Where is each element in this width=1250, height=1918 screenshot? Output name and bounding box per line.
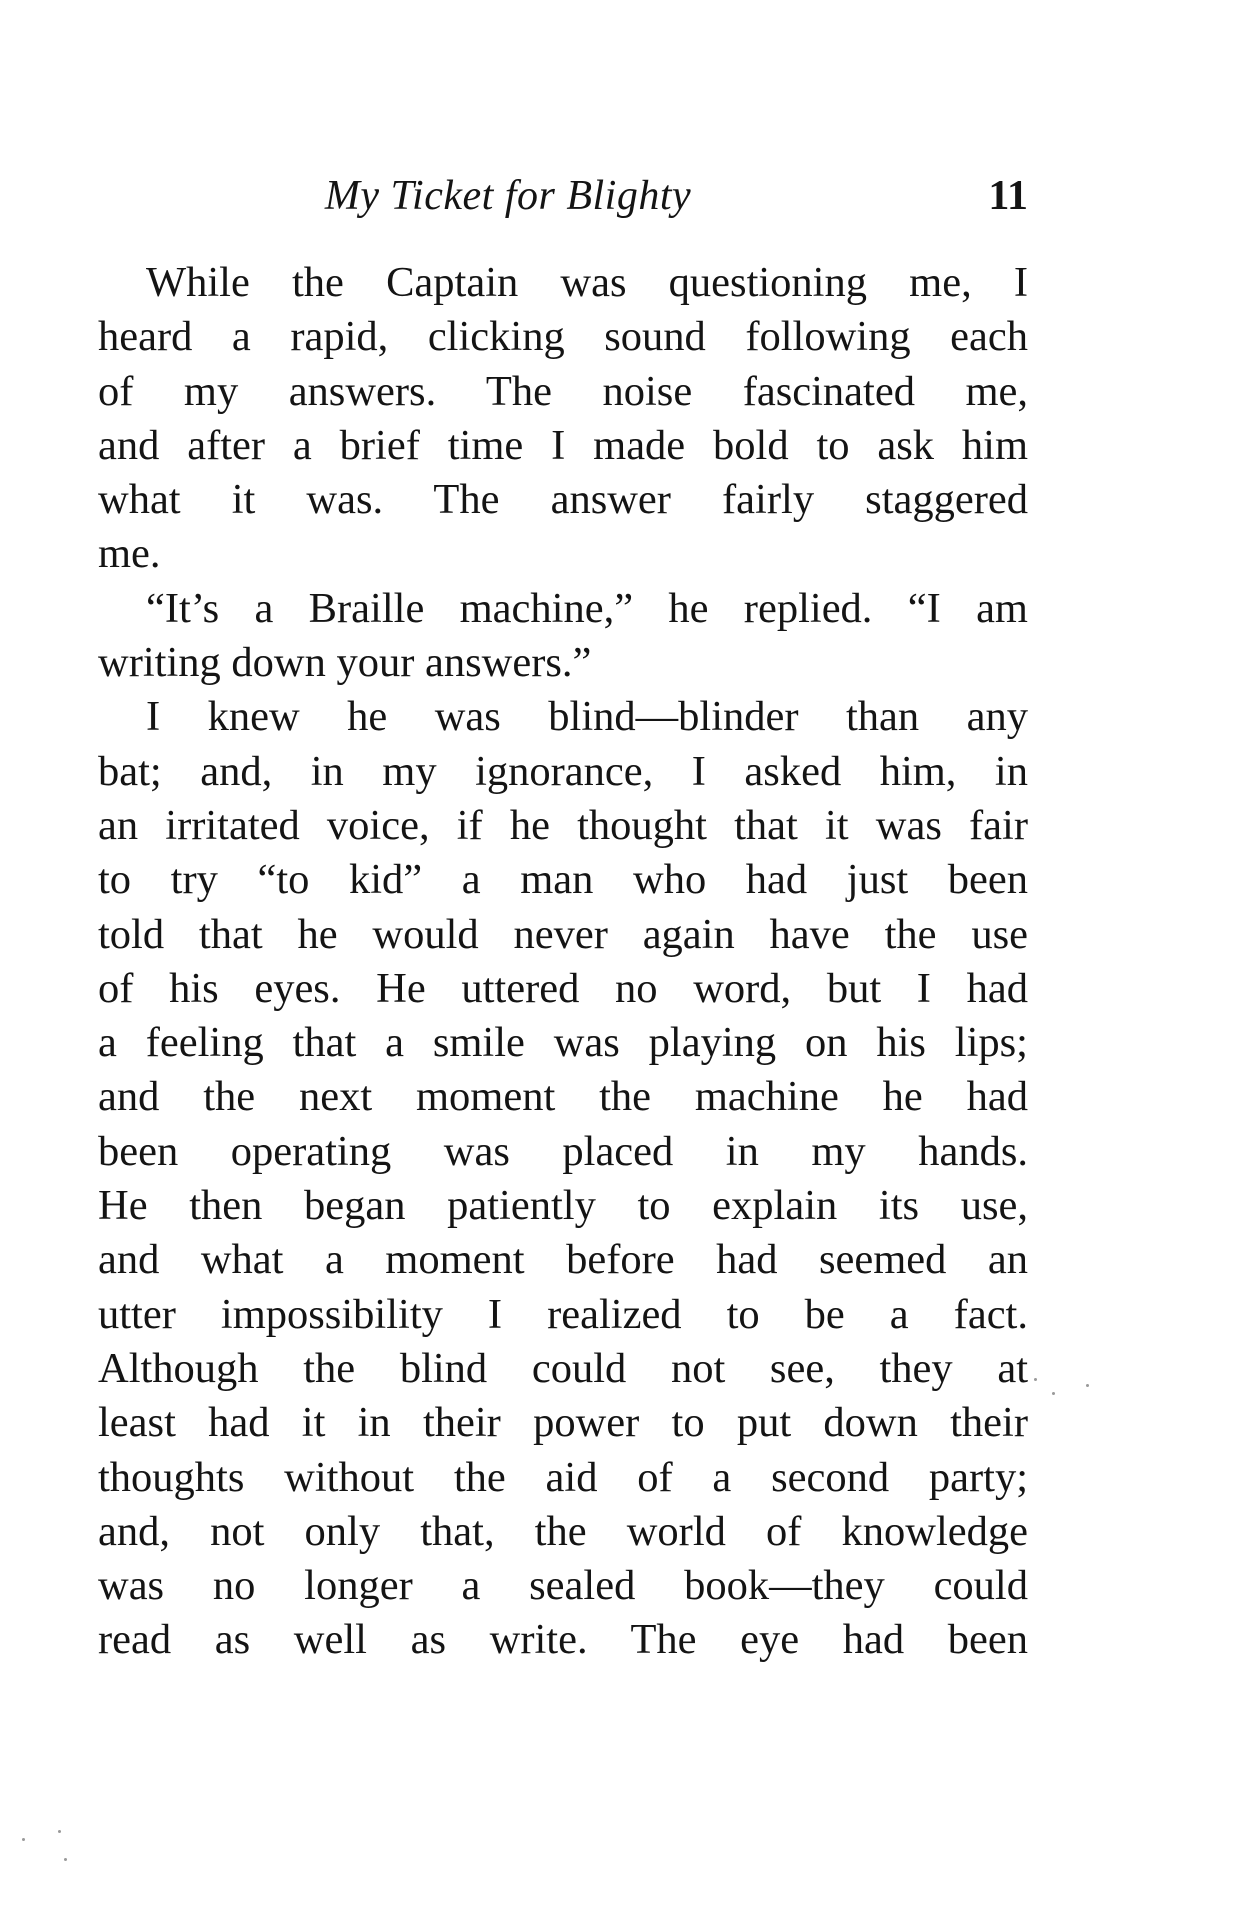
text-line: and, not only that, the world of knowledge (98, 1507, 1028, 1555)
scan-speck (1034, 1378, 1037, 1381)
text-line: While the Captain was questioning me, I (146, 259, 1028, 306)
text-line: what it was. The answer fairly staggered (98, 476, 1028, 524)
scan-speck (22, 1838, 25, 1841)
text-line: thoughts without the aid of a second party; (98, 1453, 1028, 1501)
text-line: to try “to kid” a man who had just been (98, 856, 1028, 904)
text-line: an irritated voice, if he thought that it was fair (98, 801, 1028, 849)
text-line: writing down your answers.” (98, 639, 592, 687)
text-line: and what a moment before had seemed an (98, 1236, 1028, 1284)
running-title: My Ticket for Blighty (324, 173, 692, 219)
text-line: and the next moment the machine he had (98, 1073, 1028, 1121)
text-line: I knew he was blind—blinder than any (146, 693, 1028, 741)
text-line: utter impossibility I realized to be a fact. (98, 1290, 1028, 1338)
text-line: “It’s a Braille machine,” he replied. “I am (146, 584, 1028, 632)
text-line: of my answers. The noise fascinated me, (98, 367, 1028, 415)
text-line: read as well as write. The eye had been (98, 1616, 1028, 1664)
scan-speck (58, 1830, 61, 1833)
scan-speck (64, 1858, 67, 1861)
scan-speck (1086, 1384, 1089, 1387)
text-line: was no longer a sealed book—they could (98, 1562, 1028, 1610)
text-line: a feeling that a smile was playing on his lips; (98, 1019, 1028, 1067)
page-header (98, 166, 1028, 226)
text-line: He then began patiently to explain its use, (98, 1182, 1028, 1230)
text-line: Although the blind could not see, they at (98, 1344, 1028, 1392)
body-text (98, 256, 1028, 1668)
text-line: been operating was placed in my hands. (98, 1127, 1028, 1175)
text-line: and after a brief time I made bold to ask him (98, 421, 1028, 469)
text-line: told that he would never again have the use (98, 910, 1028, 958)
scan-speck (1052, 1392, 1055, 1395)
text-line: of his eyes. He uttered no word, but I had (98, 964, 1028, 1012)
text-line: me. (98, 530, 161, 578)
text-line: bat; and, in my ignorance, I asked him, in (98, 747, 1028, 795)
text-line: heard a rapid, clicking sound following each (98, 313, 1028, 361)
text-line: least had it in their power to put down their (98, 1399, 1028, 1447)
page-number: 11 (988, 173, 1028, 219)
